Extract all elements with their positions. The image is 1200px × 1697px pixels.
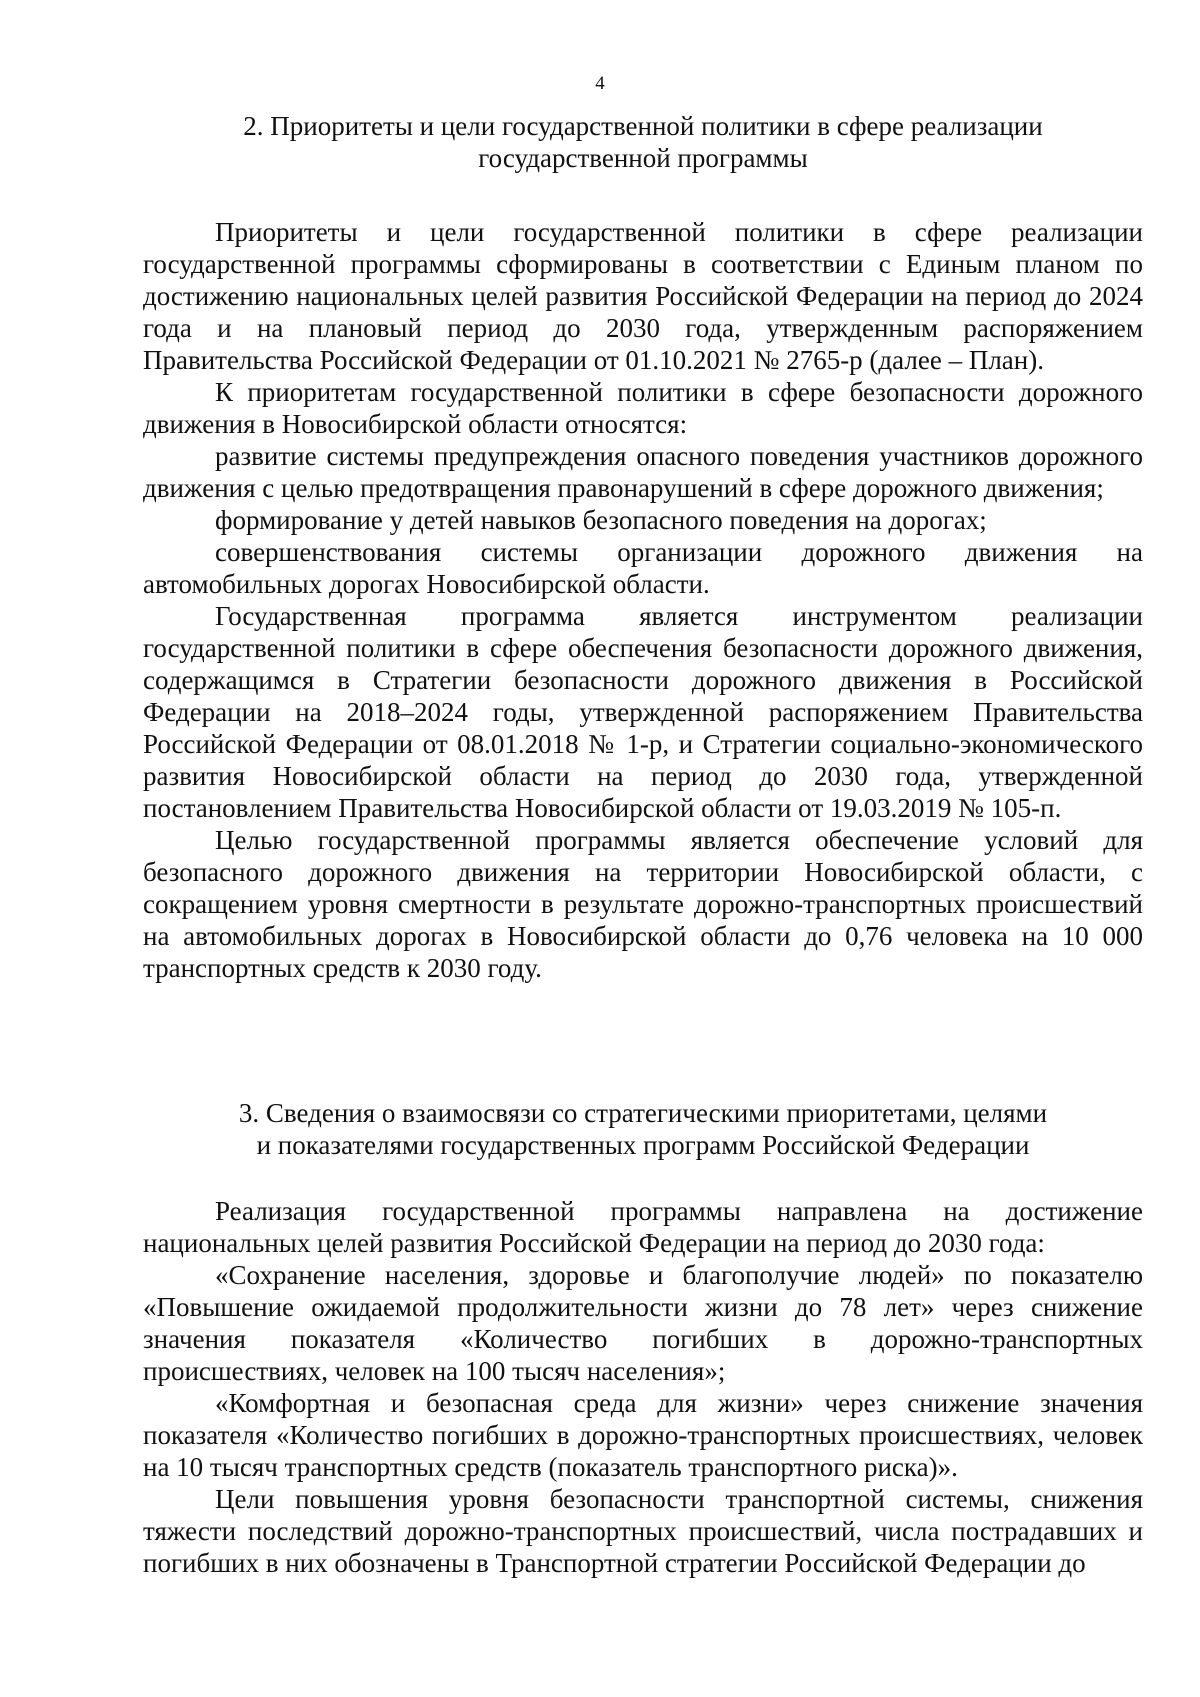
section-3-heading-line-1: 3. Сведения о взаимосвязи со стратегическими приоритетами, целями: [238, 1098, 1048, 1128]
section-2-heading: [143, 110, 1143, 174]
section-2-heading-line-2: государственной программы: [478, 143, 808, 173]
section-3-heading: [143, 1097, 1143, 1161]
list-item: развитие системы предупреждения опасного поведения участников дорожного движения с целью предотвращения правонарушений в сфере дорожного движения;: [143, 441, 1143, 503]
paragraph: Приоритеты и цели государственной политики в сфере реализации государственной программы сформированы в соответствии с Единым планом по достижению национальных целей развития Российской Федерации на период до 2024 года и на плановый период до 2030 года, утвержденным распоряжением Правительства Российской Федерации от 01.10.2021 № 2765-р (далее – План).: [143, 217, 1143, 375]
section-2-heading-line-1: 2. Приоритеты и цели государственной политики в сфере реализации: [243, 111, 1043, 141]
paragraph: Цели повышения уровня безопасности транспортной системы, снижения тяжести последствий дорожно-транспортных происшествий, числа пострадавших и погибших в них обозначены в Транспортной стратегии Российской Федерации до: [143, 1484, 1143, 1578]
paragraph: Государственная программа является инструментом реализации государственной политики в сфере обеспечения безопасности дорожного движения, содержащимся в Стратегии безопасности дорожного движения в Российской Федерации на 2018–2024 годы, утвержденной распоряжением Правительства Российской Федерации от 08.01.2018 № 1-р, и Стратегии социально-экономического развития Новосибирской области на период до 2030 года, утвержденной постановлением Правительства Новосибирской области от 19.03.2019 № 105-п.: [143, 601, 1143, 823]
section-3-body: [143, 1195, 1143, 1579]
paragraph: «Комфортная и безопасная среда для жизни» через снижение значения показателя «Количество погибших в дорожно-транспортных происшествиях, человек на 10 тысяч транспортных средств (показатель транспортного риска)».: [143, 1388, 1143, 1482]
paragraph: Целью государственной программы является обеспечение условий для безопасного дорожного движения на территории Новосибирской области, с сокращением уровня смертности в результате дорожно-транспортных происшествий на автомобильных дорогах в Новосибирской области до 0,76 человека на 10 000 транспортных средств к 2030 году.: [143, 825, 1143, 983]
paragraph: «Сохранение населения, здоровье и благополучие людей» по показателю «Повышение ожидаемой продолжительности жизни до 78 лет» через снижение значения показателя «Количество погибших в дорожно-транспортных происшествиях, человек на 100 тысяч населения»;: [143, 1260, 1143, 1386]
paragraph: Реализация государственной программы направлена на достижение национальных целей развития Российской Федерации на период до 2030 года:: [143, 1196, 1143, 1258]
section-2: [143, 110, 1143, 174]
section-3: [143, 1097, 1143, 1161]
list-item: совершенствования системы организации дорожного движения на автомобильных дорогах Новосибирской области.: [143, 537, 1143, 599]
list-item: формирование у детей навыков безопасного поведения на дорогах;: [215, 505, 987, 535]
section-2-body: [143, 216, 1143, 984]
page-number: 4: [595, 73, 605, 94]
paragraph: К приоритетам государственной политики в сфере безопасности дорожного движения в Новосибирской области относятся:: [143, 377, 1143, 439]
section-3-heading-line-2: и показателями государственных программ Российской Федерации: [256, 1130, 1030, 1160]
